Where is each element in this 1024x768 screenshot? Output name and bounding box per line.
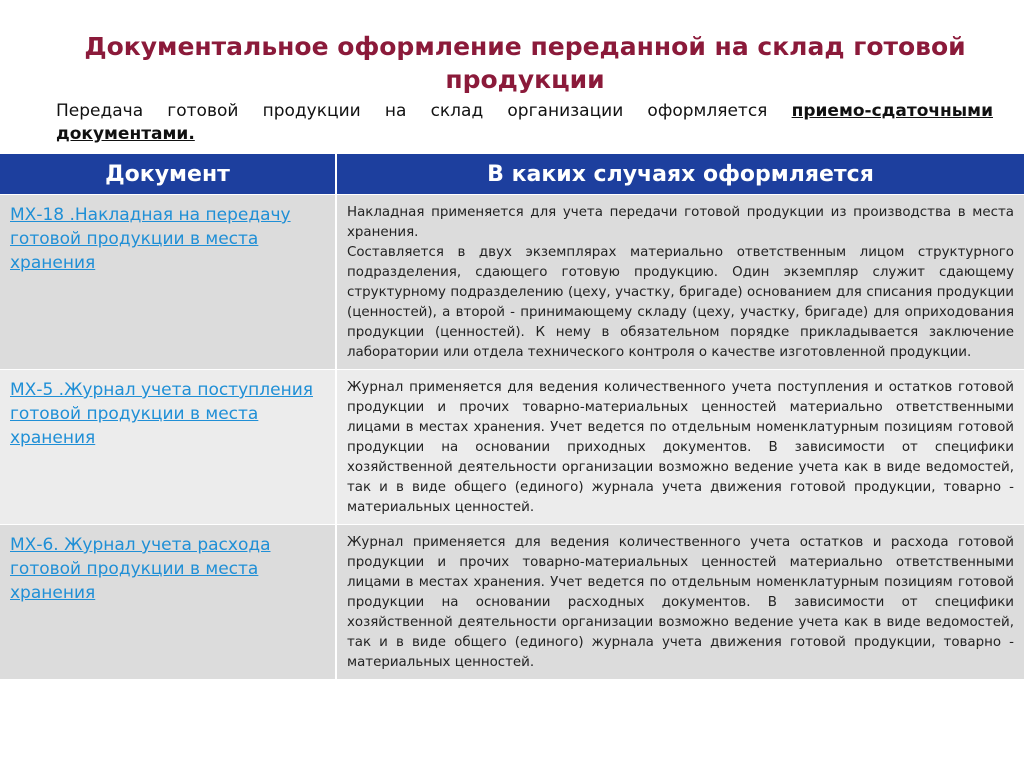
documents-table — [0, 154, 1024, 679]
document-link-mx6[interactable]: МХ-6. Журнал учета расхода готовой продукции в места хранения — [10, 535, 271, 603]
page-title: Документальное оформление переданной на склад готовой продукции — [84, 32, 966, 94]
description-text: Журнал применяется для ведения количественного учета поступления и остатков готовой продукции и прочих товарно-материальных ценностей материально ответственными лицами в местах хранения. Учет ведется по отдельным номенклатурным позициям готовой продукции на основании приходных документов. В зависимости от специфики хозяйственной деятельности организации возможно ведение учета как в виде ведомостей, так и в виде общего (единого) журнала учета движения готовой продукции, товарно - материальных ценностей. — [347, 380, 1014, 515]
description-text: Составляется в двух экземплярах материально ответственным лицом структурного подразделения, сдающего готовую продукцию. Один экземпляр служит сдающему структурному подразделению (цеху, участку, бригаде) основанием для списания продукции (ценностей), а второй - принимающему складу (цеху, участку, бригаде) для оприходования продукции (ценностей). К нему в обязательном порядке прикладывается заключение лаборатории или отдела технического контроля о качестве изготовленной продукции. — [347, 245, 1014, 360]
description-cell — [336, 370, 1024, 525]
description-text: Журнал применяется для ведения количественного учета остатков и расхода готовой продукции и прочих товарно-материальных ценностей материально ответственными лицами в местах хранения. Учет ведется по отдельным номенклатурным позициям готовой продукции на основании расходных документов. В зависимости от специфики хозяйственной деятельности организации возможно ведение учета как в виде ведомостей, так и в виде общего (единого) журнала учета движения готовой продукции, товарно - материальных ценностей. — [347, 535, 1014, 670]
description-cell — [336, 195, 1024, 370]
document-link-mx18[interactable]: МХ-18 .Накладная на передачу готовой продукции в места хранения — [10, 205, 291, 273]
document-link-mx5[interactable]: МХ-5 .Журнал учета поступления готовой продукции в места хранения — [10, 380, 313, 448]
document-cell — [0, 370, 336, 525]
table-header-row — [0, 154, 1024, 195]
intro-text: Передача готовой продукции на склад организации оформляется — [56, 101, 792, 121]
column-header-cases: В каких случаях оформляется — [336, 154, 1024, 195]
description-cell — [336, 525, 1024, 680]
document-cell — [0, 195, 336, 370]
document-cell — [0, 525, 336, 680]
table-row — [0, 195, 1024, 370]
table-row — [0, 370, 1024, 525]
column-header-document: Документ — [0, 154, 336, 195]
table-row — [0, 525, 1024, 680]
description-text: Накладная применяется для учета передачи готовой продукции из производства в места хранения. — [347, 205, 1014, 240]
intro-paragraph — [56, 100, 993, 146]
intro-emphasis: приемо-сдаточными документами. — [56, 101, 993, 144]
